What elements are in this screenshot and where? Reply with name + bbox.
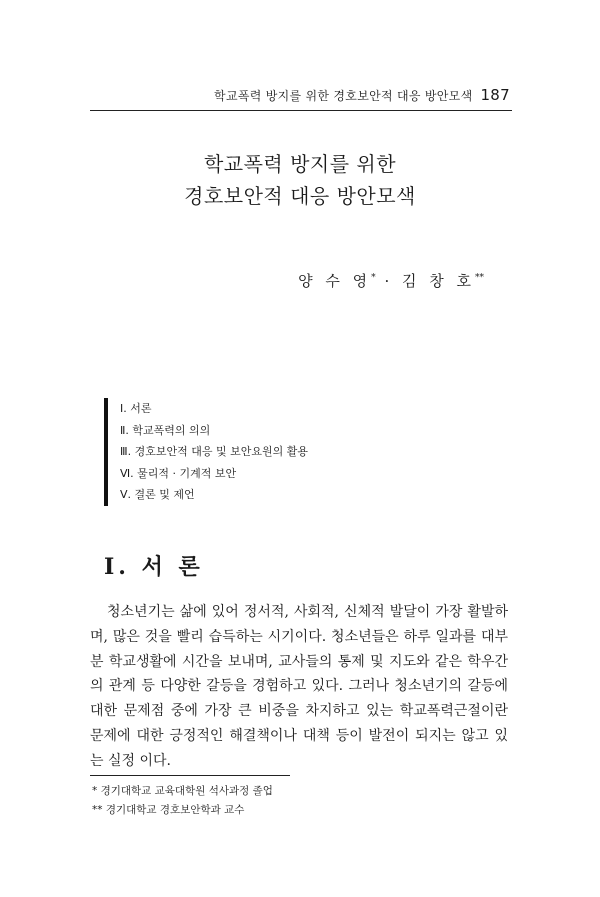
author-2: 김 창 호 [401, 272, 475, 290]
toc-item: Ⅵ. 물리적 · 기계적 보안 [120, 466, 237, 480]
footnotes [92, 782, 273, 820]
footnote-rule [90, 775, 290, 776]
author-1: 양 수 영 [298, 272, 372, 290]
toc-item: Ⅲ. 경호보안적 대응 및 보안요원의 활용 [120, 445, 308, 458]
running-head-title: 학교폭력 방지를 위한 경호보안적 대응 방안모색 [214, 89, 473, 103]
page-number: 187 [480, 86, 510, 104]
running-head [90, 86, 510, 104]
author-1-mark: * [371, 273, 376, 283]
section-heading: Ⅰ. 서 론 [104, 554, 204, 580]
footnote-1: * 경기대학교 교육대학원 석사과정 졸업 [92, 785, 273, 797]
header-rule [90, 110, 512, 111]
toc-item: Ⅱ. 학교폭력의 의의 [120, 423, 211, 437]
title-line-1: 학교폭력 방지를 위한 [203, 152, 397, 176]
body-paragraph: 청소년기는 삶에 있어 정서적, 사회적, 신체적 발달이 가장 활발하며, 많은 것을 빨리 습득하는 시기이다. 청소년들은 하루 일과를 대부분 학교생활에 시간을 보내며, 교사들의 통제 및 지도와 같은 학우간의 관계 등 다양한 갈등을 경험하고 있다. 그러나 청소년기의 갈등에 대한 문제점 중에 가장 큰 비중을 차지하고 있는 학교폭력근절이란 문제에 대한 긍정적인 해결책이나 대책 등이 발전이 되지는 않고 있는 실정 이다. [90, 604, 508, 769]
author-2-mark: ** [475, 273, 484, 283]
author-separator: · [375, 272, 402, 290]
paper-title [0, 148, 600, 212]
authors [298, 270, 484, 291]
toc-item: Ⅴ. 결론 및 제언 [120, 488, 195, 501]
toc-item: Ⅰ. 서론 [120, 402, 152, 415]
footnote-2: ** 경기대학교 경호보안학과 교수 [92, 804, 245, 816]
table-of-contents [104, 398, 420, 506]
title-line-2: 경호보안적 대응 방안모색 [184, 184, 416, 208]
